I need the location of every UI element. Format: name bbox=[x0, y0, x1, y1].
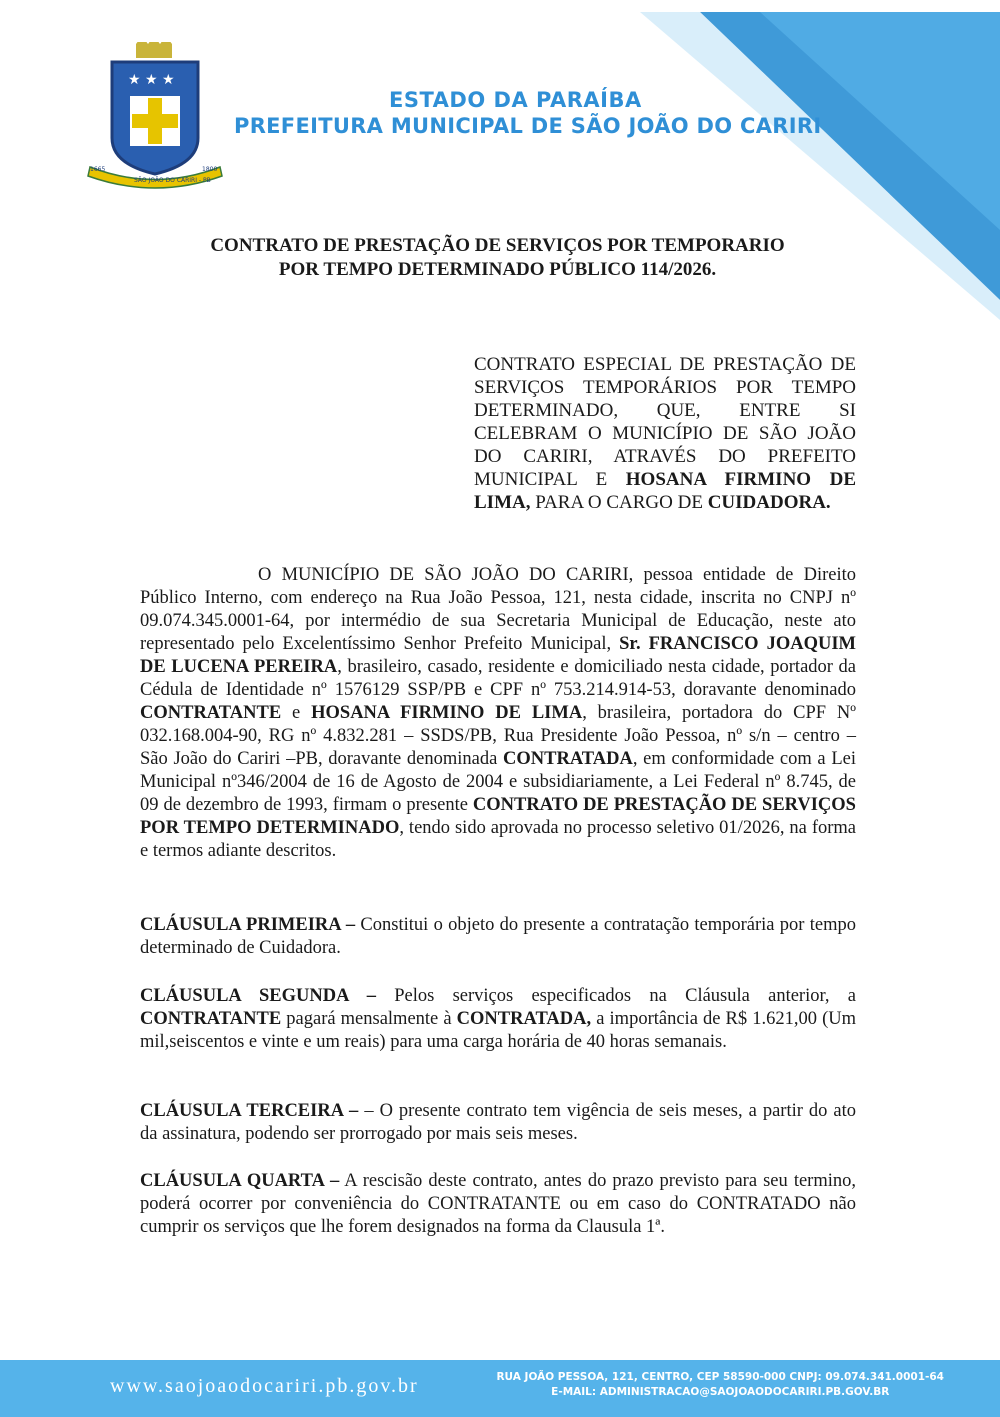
clause-label: CLÁUSULA SEGUNDA – bbox=[140, 986, 376, 1006]
footer-email[interactable]: E-MAIL: ADMINISTRACAO@SAOJOAODOCARIRI.PB.GOV.BR bbox=[551, 1386, 890, 1398]
title-line-1: CONTRATO DE PRESTAÇÃO DE SERVIÇOS POR TEMPORARIO bbox=[210, 235, 785, 256]
clause-bold: CONTRATANTE bbox=[140, 1009, 282, 1029]
svg-text:★ ★ ★: ★ ★ ★ bbox=[128, 72, 175, 88]
summary-text-2: PARA O CARGO DE bbox=[530, 492, 708, 513]
contratada-name: HOSANA FIRMINO DE LIMA bbox=[311, 703, 583, 723]
crest-year-left: 1665 bbox=[90, 166, 106, 173]
municipal-crest-logo bbox=[82, 42, 250, 192]
title-line-2: POR TEMPO DETERMINADO PÚBLICO 114/2026. bbox=[278, 259, 717, 280]
summary-text-1: CONTRATO ESPECIAL DE PRESTAÇÃO DE SERVIÇOS TEMPORÁRIOS POR TEMPO DETERMINADO, QUE, ENTRE SI CELEBRAM O MUNICÍPIO DE SÃO JOÃO DO CARIRI, ATRAVÉS DO PREFEITO MUNICIPAL E bbox=[474, 354, 856, 490]
clause-text: Constitui o objeto do presente a contratação temporária por tempo determinado de Cuidadora. bbox=[140, 915, 856, 958]
letterhead bbox=[234, 88, 821, 138]
state-name: ESTADO DA PARAÍBA bbox=[389, 88, 642, 112]
crest-year-right: 1800 bbox=[202, 166, 218, 173]
clause-first bbox=[140, 914, 856, 960]
contract-summary bbox=[474, 353, 856, 514]
clause-label: CLÁUSULA TERCEIRA – bbox=[140, 1101, 359, 1121]
contratada-label: CONTRATADA bbox=[503, 749, 633, 769]
footer-bar bbox=[0, 1360, 1000, 1417]
footer-address: RUA JOÃO PESSOA, 121, CENTRO, CEP 58590-000 CNPJ: 09.074.341.0001-64 bbox=[496, 1371, 944, 1383]
clause-second bbox=[140, 985, 856, 1054]
clause-text: Pelos serviços especificados na Cláusula anterior, a bbox=[375, 986, 856, 1006]
preamble-text-4: , brasileira, portadora do CPF Nº 032.168.004-90, RG nº 4.832.281 – SSDS/PB, Rua Presidente João Pessoa, nº s/n – centro – São João do Cariri –PB, doravante denominada bbox=[140, 703, 856, 769]
clause-label: CLÁUSULA PRIMEIRA – bbox=[140, 915, 356, 935]
crown-icon bbox=[136, 42, 172, 58]
clause-third bbox=[140, 1100, 856, 1146]
mayor-name: Sr. FRANCISCO JOAQUIM DE LUCENA PEREIRA bbox=[140, 634, 856, 677]
contract-type: CONTRATO DE PRESTAÇÃO DE SERVIÇOS POR TEMPO DETERMINADO bbox=[140, 795, 856, 838]
clause-text: pagará mensalmente à bbox=[281, 1009, 457, 1029]
contract-title bbox=[140, 234, 855, 282]
preamble-text-5: , em conformidade com a Lei Municipal nº346/2004 de 16 de Agosto de 2004 e subsidiariamente, a Lei Federal nº 8.745, de 09 de dezembro de 1993, firmam o presente bbox=[140, 749, 856, 815]
preamble-text-1: O MUNICÍPIO DE SÃO JOÃO DO CARIRI, pessoa entidade de Direito Público Interno, com endereço na Rua João Pessoa, 121, nesta cidade, inscrita no CNPJ nº 09.074.345.0001-64, por intermédio de sua Secretaria Municipal de Educação, neste ato representado pelo Excelentíssimo Senhor Prefeito Municipal, bbox=[140, 565, 856, 654]
clause-label: CLÁUSULA QUARTA – bbox=[140, 1171, 340, 1191]
clause-bold: CONTRATADA, bbox=[456, 1009, 592, 1029]
clause-text: – O presente contrato tem vigência de seis meses, a partir do ato da assinatura, podendo ser prorrogado por mais seis meses. bbox=[140, 1101, 856, 1144]
summary-role: CUIDADORA. bbox=[707, 492, 831, 513]
preamble-text-3: e bbox=[281, 703, 312, 723]
footer-contact bbox=[496, 1370, 944, 1400]
crest-ribbon-text: SÃO JOÃO DO CARIRI - PB bbox=[134, 177, 211, 184]
clause-fourth bbox=[140, 1170, 856, 1239]
preamble-text-2: , brasileiro, casado, residente e domiciliado nesta cidade, portador da Cédula de Identidade nº 1576129 SSP/PB e CPF nº 753.214.914-53, doravante denominado bbox=[140, 657, 856, 700]
summary-contractor-name: HOSANA FIRMINO DE LIMA, bbox=[474, 469, 856, 513]
clause-text: a importância de R$ 1.621,00 (Um mil,seiscentos e vinte e um reais) para uma carga horária de 40 horas semanais. bbox=[140, 1009, 856, 1052]
contratante-label: CONTRATANTE bbox=[140, 703, 282, 723]
website-link[interactable]: www.saojoaodocariri.pb.gov.br bbox=[110, 1375, 419, 1397]
preamble-paragraph bbox=[140, 564, 856, 863]
preamble-text-6: , tendo sido aprovada no processo seletivo 01/2026, na forma e termos adiante descritos. bbox=[140, 818, 856, 861]
municipality-name: PREFEITURA MUNICIPAL DE SÃO JOÃO DO CARIRI bbox=[234, 114, 822, 138]
clause-text: A rescisão deste contrato, antes do prazo previsto para seu termino, poderá ocorrer por conveniência do CONTRATANTE ou em caso do CONTRATADO não cumprir os serviços que lhe forem designados na forma da Clausula 1ª. bbox=[140, 1171, 856, 1237]
